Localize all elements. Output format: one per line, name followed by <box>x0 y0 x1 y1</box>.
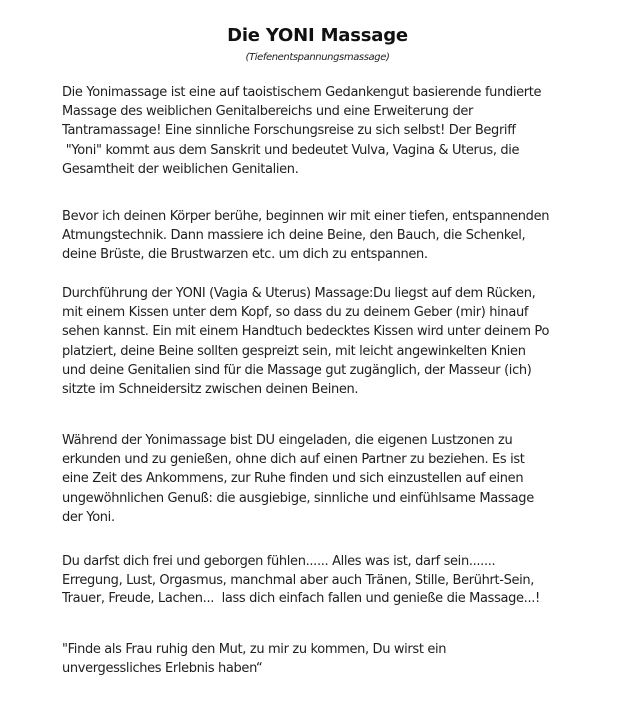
paragraph-procedure <box>62 284 622 399</box>
text-line: sehen kannst. Ein mit einem Handtuch bedecktes Kissen wird unter deinem Po <box>62 324 550 340</box>
paragraph-feelings <box>62 553 622 609</box>
text-line: Du darfst dich frei und geborgen fühlen...... Alles was ist, darf sein....... <box>62 554 496 569</box>
text-line: unvergessliches Erlebnis haben“ <box>62 660 263 676</box>
text-line: Während der Yonimassage bist DU eingeladen, die eigenen Lustzonen zu <box>62 433 513 448</box>
page-subtitle: (Tiefenentspannungsmassage) <box>245 52 390 63</box>
page-title: Die YONI Massage <box>227 25 408 46</box>
text-line: Trauer, Freude, Lachen... lass dich einfach fallen und genieße die Massage...! <box>62 591 540 607</box>
text-line: Atmungstechnik. Dann massiere ich deine Beine, den Bauch, die Schenkel, <box>62 228 526 244</box>
text-line: und deine Genitalien sind für die Massage gut zugänglich, der Masseur (ich) <box>62 362 532 378</box>
text-line: eine Zeit des Ankommens, zur Ruhe finden und sich einzustellen auf einen <box>62 471 524 487</box>
text-line: "Yoni" kommt aus dem Sanskrit und bedeutet Vulva, Vagina & Uterus, die <box>62 142 520 158</box>
text-line: Gesamtheit der weiblichen Genitalien. <box>62 161 299 177</box>
text-line: Bevor ich deinen Körper berühe, beginnen wir mit einer tiefen, entspannenden <box>62 209 550 224</box>
text-line: ungewöhnlichen Genuß: die ausgiebige, sinnliche und einfühlsame Massage <box>62 490 534 506</box>
paragraph-preparation <box>62 207 622 265</box>
paragraph-quote <box>62 641 622 678</box>
paragraph-intro <box>62 83 622 179</box>
text-line: deine Brüste, die Brustwarzen etc. um dich zu entspannen. <box>62 247 428 263</box>
paragraph-invitation <box>62 431 622 527</box>
text-line: Tantramassage! Eine sinnliche Forschungsreise zu sich selbst! Der Begriff <box>62 123 516 139</box>
text-line: mit einem Kissen unter dem Kopf, so dass du zu deinem Geber (mir) hinauf <box>62 305 529 321</box>
text-line: sitzte im Schneidersitz zwischen deinen Beinen. <box>62 381 359 397</box>
text-line: Erregung, Lust, Orgasmus, manchmal aber auch Tränen, Stille, Berührt-Sein, <box>62 572 535 588</box>
text-line: Durchführung der YONI (Vagia & Uterus) Massage:Du liegst auf dem Rücken, <box>62 286 536 301</box>
text-line: Die Yonimassage ist eine auf taoistischem Gedankengut basierende fundierte <box>62 85 542 100</box>
text-line: Massage des weiblichen Genitalbereichs und eine Erweiterung der <box>62 104 474 120</box>
text-line: der Yoni. <box>62 509 115 525</box>
text-line: platziert, deine Beine sollten gespreizt sein, mit leicht angewinkelten Knien <box>62 343 526 359</box>
text-line: erkunden und zu genießen, ohne dich auf einen Partner zu beziehen. Es ist <box>62 452 525 468</box>
text-line: "Finde als Frau ruhig den Mut, zu mir zu kommen, Du wirst ein <box>62 642 447 657</box>
